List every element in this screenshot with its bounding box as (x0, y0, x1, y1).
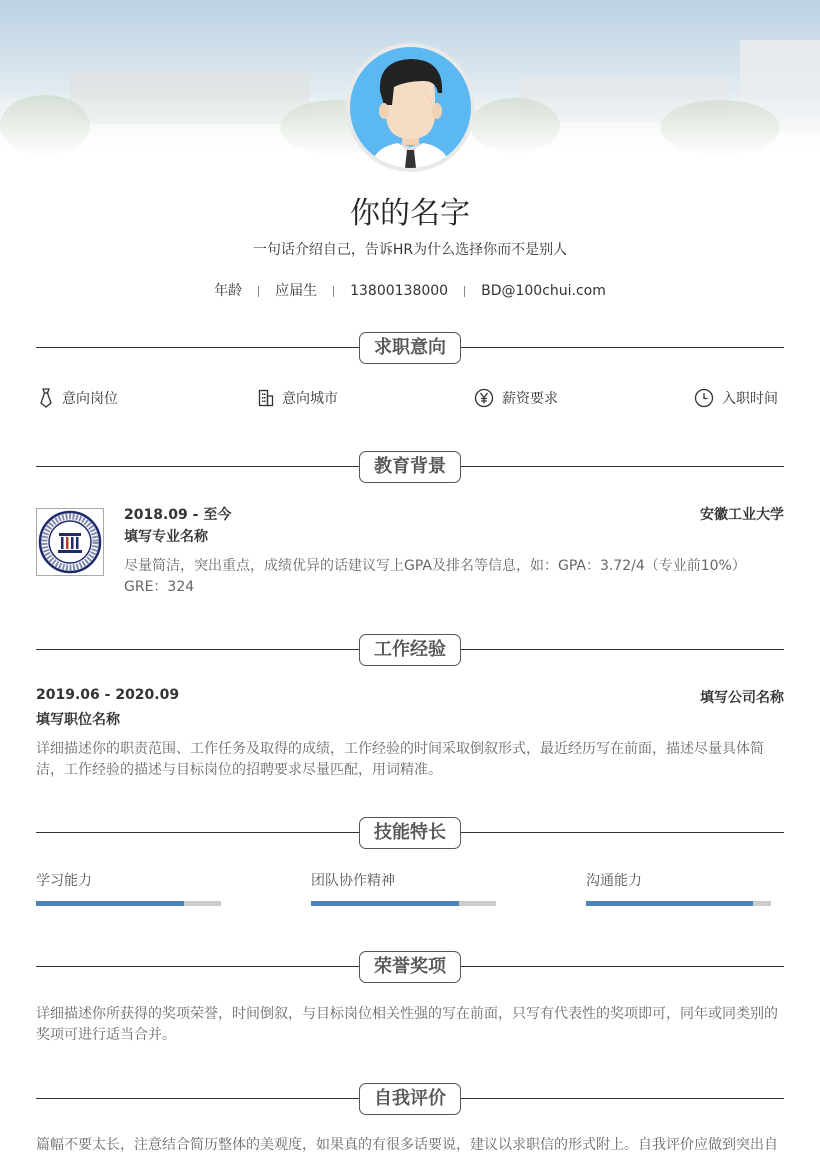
skill-label: 团队协作精神 (311, 873, 395, 889)
skill-item (586, 870, 771, 890)
skill-item (311, 870, 496, 890)
section-education (36, 451, 784, 483)
honors-description: 详细描述你所获得的奖项荣誉，时间倒叙，与目标岗位相关性强的写在前面，只写有代表性的奖项即可，同年或同类别的奖项可进行适当合并。 (36, 1006, 778, 1043)
intent-position-label: 意向岗位 (62, 391, 118, 407)
divider (258, 286, 259, 297)
section-skills (36, 817, 784, 849)
skill-bar-fill (36, 901, 184, 906)
skill-label: 沟通能力 (586, 873, 642, 889)
self-description: 篇幅不要太长，注意结合简历整体的美观度，如果真的有很多话要说，建议以求职信的形式附上。自我评价应做到突出自 (36, 1137, 778, 1153)
skill-bar (311, 901, 496, 906)
university-logo (36, 508, 104, 576)
intent-position[interactable] (38, 388, 118, 408)
avatar-illustration (350, 47, 471, 168)
work-role: 填写职位名称 (36, 712, 120, 728)
intent-city-label: 意向城市 (282, 391, 338, 407)
skill-label: 学习能力 (36, 873, 92, 889)
section-honors (36, 951, 784, 983)
avatar[interactable] (346, 43, 475, 172)
contact-line (0, 280, 820, 300)
intent-city[interactable] (258, 388, 338, 408)
section-title: 技能特长 (359, 817, 461, 849)
intent-salary-label: 薪资要求 (502, 391, 558, 407)
intent-salary[interactable] (474, 388, 558, 408)
intent-start-label: 入职时间 (722, 391, 778, 407)
section-title: 教育背景 (359, 451, 461, 483)
skill-bar-fill (311, 901, 459, 906)
section-work (36, 634, 784, 666)
clock-icon (694, 388, 714, 408)
section-title: 工作经验 (359, 634, 461, 666)
section-title: 荣誉奖项 (359, 951, 461, 983)
divider (464, 286, 465, 297)
section-title: 自我评价 (359, 1083, 461, 1115)
tie-icon (38, 388, 54, 408)
candidate-name: 你的名字 (350, 196, 470, 231)
section-title: 求职意向 (359, 332, 461, 364)
work-description: 详细描述你的职责范围、工作任务及取得的成绩，工作经验的时间采取倒叙形式，最近经历写在前面，描述尽量具体简洁，工作经验的描述与目标岗位的招聘要求尽量匹配，用词精准。 (36, 741, 764, 778)
skill-bar-fill (586, 901, 753, 906)
education-description: 尽量简洁，突出重点，成绩优异的话建议写上GPA及排名等信息，如：GPA：3.72/4（专业前10%） GRE：324 (124, 558, 746, 595)
education-school: 安徽工业大学 (700, 507, 784, 523)
education-period: 2018.09 - 至今 (124, 507, 232, 523)
tagline: 一句话介绍自己，告诉HR为什么选择你而不是别人 (252, 242, 568, 258)
intent-start[interactable] (694, 388, 778, 408)
section-self-evaluation (36, 1083, 784, 1115)
age: 年龄 (214, 283, 243, 299)
education-major: 填写专业名称 (124, 529, 208, 545)
work-company: 填写公司名称 (700, 690, 784, 706)
section-intent (36, 332, 784, 364)
divider (333, 286, 334, 297)
building-icon (258, 389, 274, 407)
skill-bar (586, 901, 771, 906)
work-period: 2019.06 - 2020.09 (36, 687, 180, 703)
yen-icon (474, 388, 494, 408)
status: 应届生 (275, 283, 318, 299)
university-seal-icon (37, 509, 103, 575)
email[interactable]: BD@100chui.com (481, 283, 606, 299)
skill-item (36, 870, 221, 890)
skill-bar (36, 901, 221, 906)
phone[interactable]: 13800138000 (350, 283, 449, 299)
